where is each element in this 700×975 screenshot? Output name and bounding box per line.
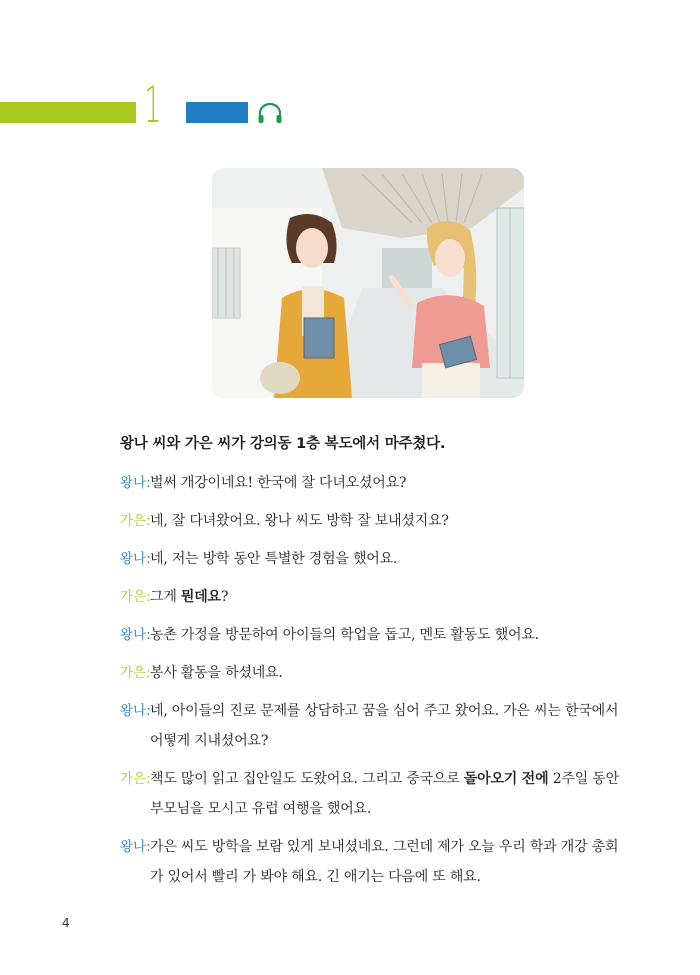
speaker-label: 가은: (120, 513, 151, 529)
lesson-number: 1 (144, 76, 162, 134)
header-blue-bar (186, 102, 248, 123)
utterance: 네, 저는 방학 동안 특별한 경험을 했어요. (150, 551, 398, 567)
dialogue-line (120, 544, 620, 574)
speaker-label: 가은: (120, 771, 151, 787)
utterance: 네, 아이들의 진로 문제를 상담하고 꿈을 심어 주고 왔어요. 가은 씨는 한국에서 어떻게 지내셨어요? (150, 703, 619, 749)
speaker-label: 왕나: (120, 475, 151, 491)
utterance-text: 그게 (150, 589, 181, 605)
key-expression: 뭔데요 (180, 589, 221, 605)
utterance (150, 582, 620, 612)
scene-description: 왕나 씨와 가은 씨가 강의동 1층 복도에서 마주쳤다. (120, 436, 446, 452)
dialogue-line (120, 506, 620, 536)
utterance: 가은 씨도 방학을 보람 있게 보내셨네요. 그런데 제가 오늘 우리 학과 개강 총회가 있어서 빨리 가 봐야 해요. 긴 애기는 다음에 또 해요. (150, 839, 619, 885)
key-expression: 돌아오기 전에 (463, 771, 549, 787)
utterance (150, 764, 620, 824)
utterance: 봉사 활동을 하셨네요. (150, 665, 283, 681)
headphone-icon[interactable] (257, 102, 283, 124)
utterance: 네, 잘 다녀왔어요. 왕나 씨도 방학 잘 보내셨지요? (150, 513, 449, 529)
speaker-label: 왕나: (120, 551, 151, 567)
dialogue-line (120, 696, 620, 756)
dialogue-line (120, 582, 620, 612)
utterance: 벌써 개강이네요! 한국에 잘 다녀오셨어요? (150, 475, 407, 491)
utterance: 농촌 가정을 방문하여 아이들의 학업을 돕고, 멘토 활동도 했어요. (150, 627, 539, 643)
utterance-text: 2주일 동안 부모님을 모시고 유럽 여행을 했어요. (150, 771, 619, 817)
speaker-label: 왕나: (120, 627, 151, 643)
scene-illustration (212, 168, 524, 398)
page-number: 4 (62, 916, 70, 930)
speaker-label: 가은: (120, 589, 151, 605)
speaker-label: 왕나: (120, 839, 151, 855)
dialogue-line (120, 620, 620, 650)
dialogue-line (120, 658, 620, 688)
dialogue-line (120, 832, 620, 892)
dialogue-line (120, 764, 620, 824)
speaker-label: 왕나: (120, 703, 151, 719)
utterance-text: ? (220, 589, 229, 605)
utterance-text: 책도 많이 읽고 집안일도 도왔어요. 그리고 중국으로 (150, 771, 464, 787)
speaker-label: 가은: (120, 665, 151, 681)
dialogue-list (120, 468, 620, 900)
dialogue-line (120, 468, 620, 498)
header-accent-bar (0, 102, 136, 123)
